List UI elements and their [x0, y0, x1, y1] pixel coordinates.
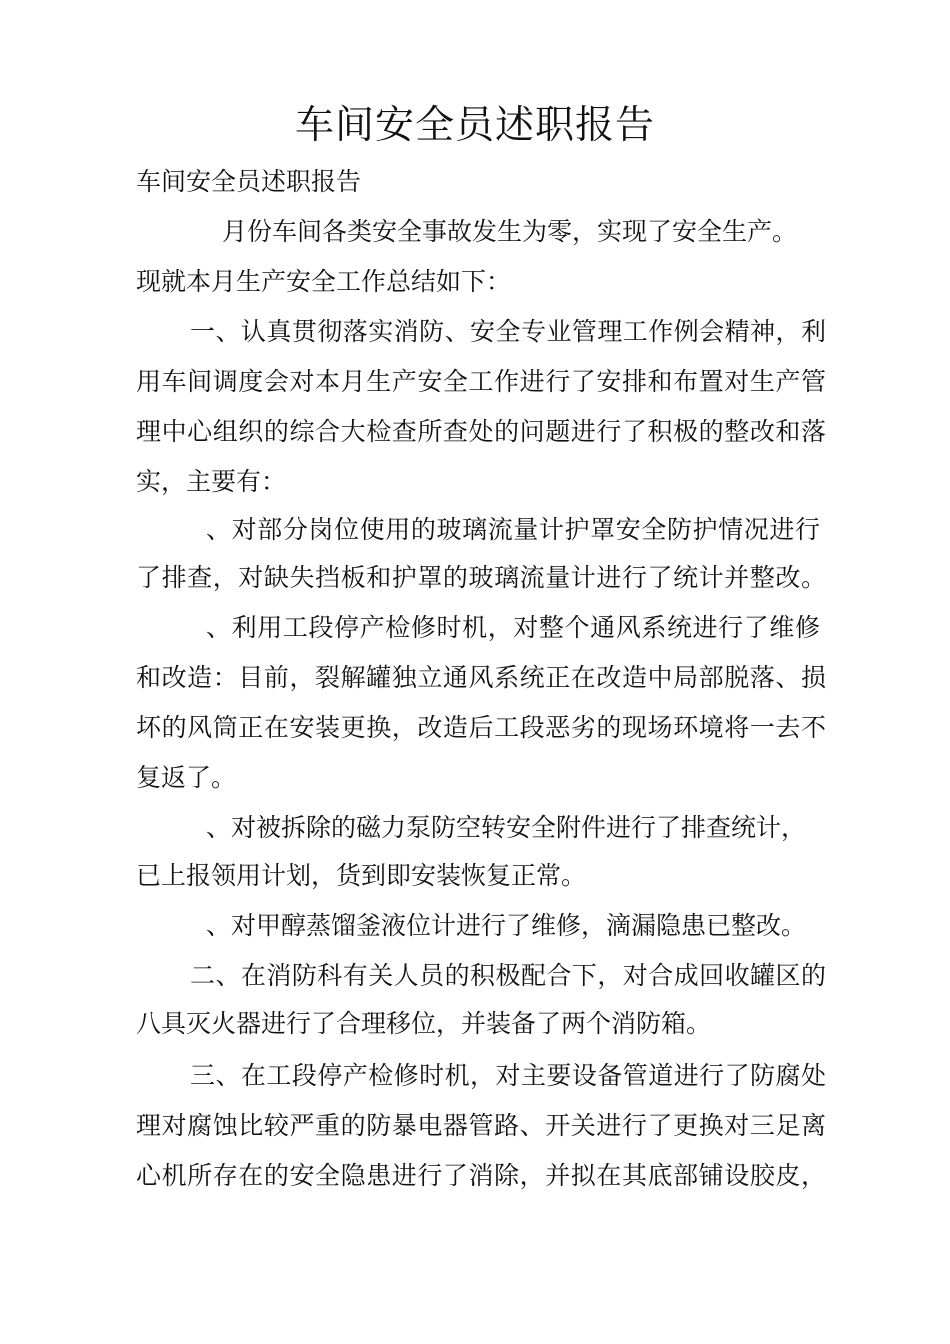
paragraph-line: 坏的风筒正在安装更换，改造后工段恶劣的现场环境将一去不	[136, 713, 826, 742]
paragraph-line: 月份车间各类安全事故发生为零，实现了安全生产。	[222, 217, 798, 246]
paragraph-line: 现就本月生产安全工作总结如下：	[136, 267, 512, 296]
paragraph-line: 复返了。	[136, 763, 237, 792]
paragraph-line: 八具灭火器进行了合理移位，并装备了两个消防箱。	[136, 1009, 712, 1038]
document-subtitle: 车间安全员述职报告	[136, 167, 362, 196]
paragraph-line: 理对腐蚀比较严重的防暴电器管路、开关进行了更换对三足离	[136, 1111, 826, 1140]
paragraph-line: 一、认真贯彻落实消防、安全专业管理工作例会精神，利	[190, 317, 826, 346]
paragraph-line: 心机所存在的安全隐患进行了消除，并拟在其底部铺设胶皮，	[136, 1161, 826, 1190]
paragraph-line: 二、在消防科有关人员的积极配合下，对合成回收罐区的	[190, 961, 826, 990]
paragraph-line: 、对甲醇蒸馏釜液位计进行了维修，滴漏隐患已整改。	[206, 911, 807, 940]
paragraph-line: 理中心组织的综合大检查所查处的问题进行了积极的整改和落	[136, 417, 826, 446]
paragraph-line: 了排查，对缺失挡板和护罩的玻璃流量计进行了统计并整改。	[136, 563, 826, 592]
paragraph-line: 、对部分岗位使用的玻璃流量计护罩安全防护情况进行	[206, 515, 820, 544]
paragraph-line: 用车间调度会对本月生产安全工作进行了安排和布置对生产管	[136, 367, 826, 396]
document-title: 车间安全员述职报告	[294, 103, 655, 148]
paragraph-line: 和改造：目前，裂解罐独立通风系统正在改造中局部脱落、损	[136, 663, 826, 692]
paragraph-line: 三、在工段停产检修时机，对主要设备管道进行了防腐处	[190, 1061, 826, 1090]
paragraph-line: 、对被拆除的磁力泵防空转安全附件进行了排查统计，	[206, 813, 807, 842]
paragraph-line: 已上报领用计划，货到即安装恢复正常。	[136, 861, 587, 890]
paragraph-line: 实，主要有：	[136, 467, 287, 496]
paragraph-line: 、利用工段停产检修时机，对整个通风系统进行了维修	[206, 613, 820, 642]
